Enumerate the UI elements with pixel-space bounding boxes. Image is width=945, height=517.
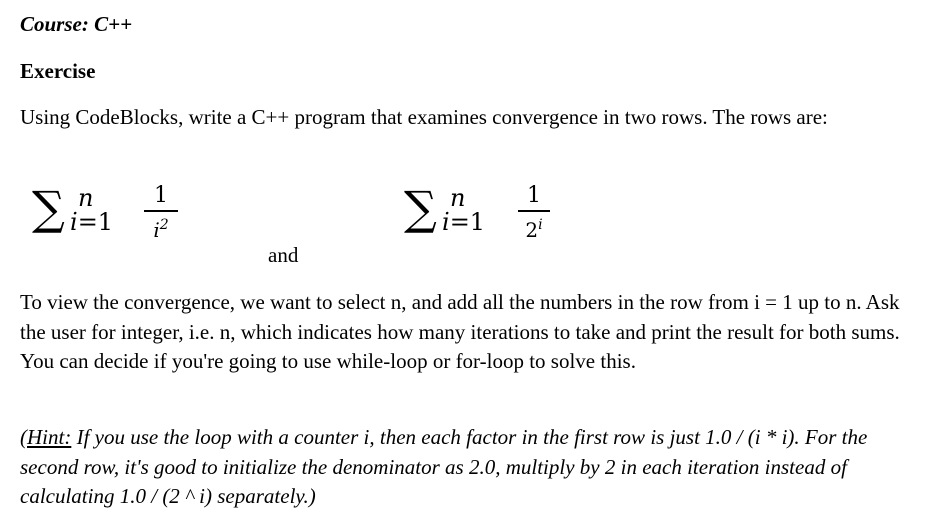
lower-limit — [70, 210, 113, 234]
exercise-heading: Exercise — [20, 59, 96, 83]
sigma-symbol: ∑ — [404, 181, 437, 235]
course-title: Course: C++ — [20, 12, 133, 36]
formula-sum-inverse-powers-of-two — [404, 181, 564, 255]
connector-and: and — [268, 243, 299, 267]
fraction — [144, 185, 178, 241]
fraction-bar — [518, 210, 550, 212]
fraction-numerator: 1 — [527, 183, 541, 208]
hint-paragraph — [20, 423, 930, 512]
denominator-base: i — [153, 218, 160, 242]
lower-limit — [442, 210, 485, 234]
denominator-exponent: i — [538, 217, 543, 233]
lower-limit-value: =1 — [449, 208, 486, 236]
upper-limit: n — [78, 184, 94, 212]
sigma-symbol: ∑ — [32, 181, 65, 235]
task-paragraph: To view the convergence, we want to select n, and add all the numbers in the row from i = 1 up to n. Ask the user for integer, i.e. n, which indicates how many iterations to take and print the result for both sums. You can decide if you're going to use while-loop or for-loop to solve this. — [20, 290, 900, 373]
formula-sum-inverse-squares — [32, 181, 192, 255]
fraction-denominator — [518, 214, 550, 241]
denominator-base: 2 — [525, 218, 539, 242]
lower-limit-var: i — [442, 208, 450, 236]
upper-limit: n — [450, 184, 466, 212]
denominator-exponent: 2 — [159, 217, 169, 233]
hint-open-paren: ( — [20, 425, 27, 449]
lower-limit-var: i — [70, 208, 78, 236]
fraction — [518, 185, 550, 241]
fraction-bar — [144, 210, 178, 212]
intro-paragraph: Using CodeBlocks, write a C++ program that examines convergence in two rows. The rows are: — [20, 105, 828, 129]
lower-limit-value: =1 — [77, 208, 114, 236]
hint-text: If you use the loop with a counter i, then each factor in the first row is just 1.0 / (i * i). For the second row, it's good to initialize the denominator as 2.0, multiply by 2 in each iteration instead of calculating 1.0 / (2 ^ i) separately.) — [20, 425, 868, 508]
fraction-denominator — [144, 214, 178, 241]
fraction-numerator: 1 — [154, 183, 168, 208]
hint-label: Hint: — [27, 425, 72, 449]
